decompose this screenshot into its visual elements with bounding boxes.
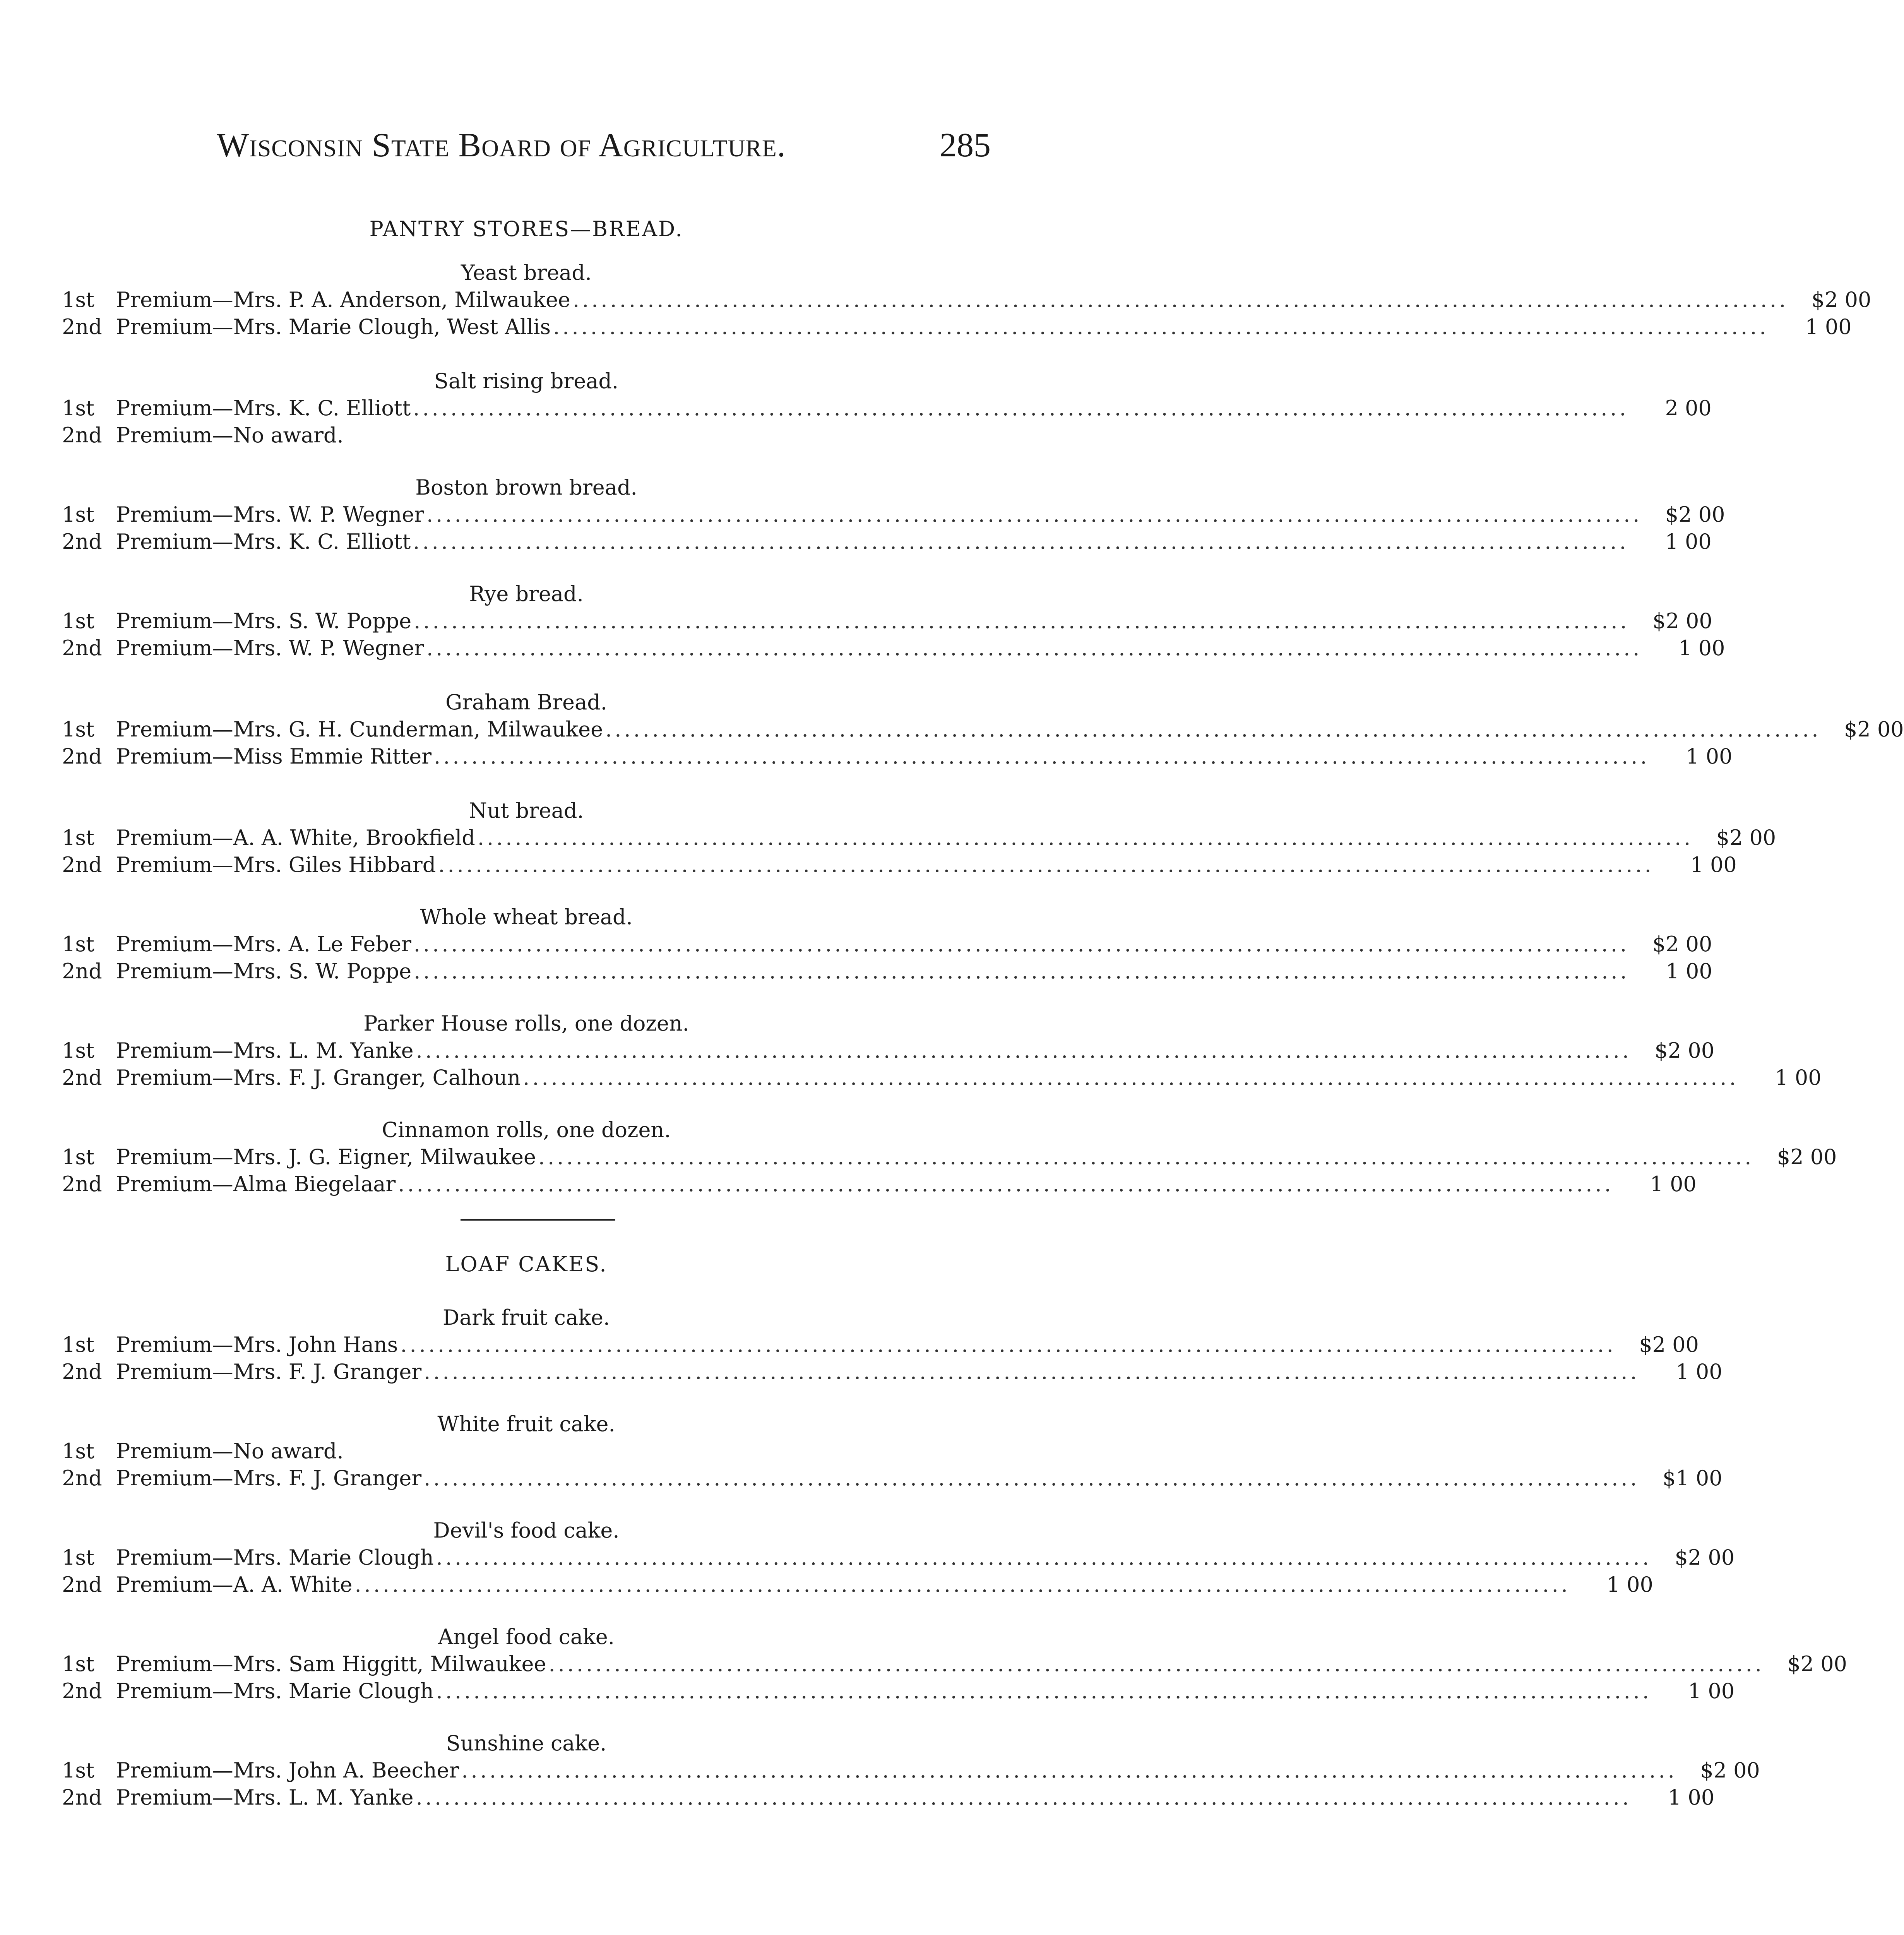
winner-name: Premium—A. A. White, Brookfield: [116, 825, 475, 850]
dot-leader: ..................................................................................................................................: [413, 396, 1629, 420]
winner-name: Premium—Mrs. L. M. Yanke: [116, 1038, 414, 1063]
winner-name: Premium—A. A. White: [116, 1572, 353, 1597]
dot-leader: ..................................................................................................................................: [424, 1466, 1640, 1490]
dot-leader: ..................................................................................................................................: [413, 932, 1630, 956]
place-label: 1st: [62, 609, 94, 633]
award-group-salt-rising-bread: [62, 368, 1712, 449]
winner-name: Premium—No award.: [116, 423, 344, 447]
award-row: [62, 313, 1852, 341]
place-label: 2nd: [62, 1172, 102, 1196]
place-label: 2nd: [62, 1065, 102, 1090]
dot-leader: ..................................................................................................................................: [436, 1679, 1652, 1703]
award-row: [62, 716, 1904, 743]
place-label: 1st: [62, 717, 94, 741]
prize-amount: 1 00: [1665, 529, 1712, 554]
dot-leader: ..................................................................................................................................: [548, 1652, 1764, 1676]
dot-leader: ..................................................................................................................................: [426, 502, 1642, 527]
winner-name: Premium—Mrs. P. A. Anderson, Milwaukee: [116, 288, 570, 312]
place-label: 2nd: [62, 423, 102, 447]
winner-name: Premium—Miss Emmie Ritter: [116, 744, 432, 769]
place-label: 2nd: [62, 1466, 102, 1490]
prize-amount: $2 00: [1777, 1145, 1837, 1169]
award-row: [62, 1144, 1837, 1171]
place-label: 2nd: [62, 744, 102, 769]
running-title: Wisconsin State Board of Agriculture.: [217, 127, 786, 164]
award-group-devils-food-cake: [62, 1517, 1735, 1598]
award-row: [62, 958, 1712, 985]
prize-amount: 1 00: [1690, 853, 1737, 877]
prize-amount: 1 00: [1688, 1679, 1735, 1703]
place-label: 1st: [62, 932, 94, 956]
award-row: [62, 1358, 1723, 1385]
place-label: 1st: [62, 1145, 94, 1169]
dot-leader: ..................................................................................................................................: [426, 636, 1642, 660]
award-row: [62, 824, 1776, 851]
category-subtitle: Whole wheat bread.: [420, 905, 633, 929]
winner-name: Premium—Mrs. John A. Beecher: [116, 1758, 459, 1783]
dot-leader: ..................................................................................................................................: [416, 1785, 1632, 1810]
prize-amount: 1 00: [1666, 959, 1712, 983]
dot-leader: ..................................................................................................................................: [414, 609, 1630, 633]
prize-amount: 1 00: [1686, 744, 1733, 769]
place-label: 2nd: [62, 529, 102, 554]
dot-leader: ..................................................................................................................................: [416, 1038, 1632, 1063]
award-row: [62, 286, 1871, 313]
prize-amount: $2 00: [1652, 609, 1712, 633]
award-group-cinnamon-rolls: [62, 1116, 1837, 1198]
award-row: [62, 1757, 1760, 1784]
winner-name: Premium—Mrs. John Hans: [116, 1332, 398, 1357]
winner-name: Premium—Mrs. Sam Higgitt, Milwaukee: [116, 1652, 546, 1676]
category-subtitle: White fruit cake.: [437, 1412, 615, 1436]
place-label: 1st: [62, 396, 94, 420]
place-label: 2nd: [62, 1360, 102, 1384]
dot-leader: ..................................................................................................................................: [354, 1572, 1570, 1597]
award-row: [62, 395, 1712, 422]
winner-name: Premium—Mrs. F. J. Granger: [116, 1360, 422, 1384]
dot-leader: ..................................................................................................................................: [434, 744, 1650, 769]
dot-leader: ..................................................................................................................................: [538, 1145, 1754, 1169]
place-label: 1st: [62, 1545, 94, 1570]
dot-leader: ..................................................................................................................................: [523, 1065, 1739, 1090]
prize-amount: $2 00: [1811, 288, 1871, 312]
dot-leader: ..................................................................................................................................: [553, 315, 1769, 339]
winner-name: Premium—Mrs. Marie Clough, West Allis: [116, 315, 551, 339]
place-label: 1st: [62, 1652, 94, 1676]
prize-amount: $2 00: [1654, 1038, 1715, 1063]
category-subtitle: Angel food cake.: [438, 1625, 615, 1649]
winner-name: Premium—Mrs. W. P. Wegner: [116, 636, 424, 660]
award-row: [62, 1784, 1715, 1811]
winner-name: Premium—Mrs. S. W. Poppe: [116, 609, 412, 633]
prize-amount: $2 00: [1844, 717, 1904, 741]
place-label: 1st: [62, 502, 94, 527]
award-row: [62, 1544, 1735, 1571]
award-row: [62, 528, 1712, 555]
award-group-white-fruit-cake: [62, 1411, 1723, 1492]
dot-leader: ..................................................................................................................................: [461, 1758, 1677, 1783]
award-row: [62, 1465, 1723, 1492]
winner-name: Premium—Mrs. L. M. Yanke: [116, 1785, 414, 1810]
place-label: 1st: [62, 1038, 94, 1063]
winner-name: Premium—Mrs. G. H. Cunderman, Milwaukee: [116, 717, 603, 741]
award-group-angel-food-cake: [62, 1623, 1847, 1705]
dot-leader: ..................................................................................................................................: [424, 1360, 1640, 1384]
prize-amount: $2 00: [1639, 1332, 1699, 1357]
category-subtitle: Rye bread.: [469, 582, 584, 606]
winner-name: Premium—Mrs. K. C. Elliott: [116, 529, 411, 554]
dot-leader: ..................................................................................................................................: [398, 1172, 1614, 1196]
section-title-pantry-bread: PANTRY STORES—BREAD.: [369, 217, 683, 241]
award-group-parker-house-rolls: [62, 1010, 1822, 1091]
prize-amount: $2 00: [1700, 1758, 1760, 1783]
award-row: [62, 608, 1712, 635]
prize-amount: 1 00: [1650, 1172, 1697, 1196]
award-row: [62, 851, 1737, 878]
award-row: [62, 635, 1725, 662]
prize-amount: $1 00: [1663, 1466, 1723, 1490]
place-label: 1st: [62, 1439, 94, 1463]
award-row: [62, 931, 1712, 958]
dot-leader: ..................................................................................................................................: [572, 288, 1789, 312]
dot-leader: ..................................................................................................................................: [605, 717, 1821, 741]
place-label: 2nd: [62, 1679, 102, 1703]
award-row: [62, 743, 1733, 770]
winner-name: Premium—Mrs. S. W. Poppe: [116, 959, 412, 983]
section-divider: [461, 1219, 615, 1221]
prize-amount: $2 00: [1716, 825, 1776, 850]
page-number: 285: [940, 127, 991, 164]
prize-amount: $2 00: [1787, 1652, 1847, 1676]
award-row: [62, 1331, 1699, 1358]
winner-name: Premium—Mrs. W. P. Wegner: [116, 502, 424, 527]
prize-amount: 1 00: [1668, 1785, 1715, 1810]
award-row: [62, 1651, 1847, 1678]
winner-name: Premium—No award.: [116, 1439, 344, 1463]
place-label: 2nd: [62, 1785, 102, 1810]
dot-leader: ..................................................................................................................................: [414, 959, 1630, 983]
award-group-graham-bread: [62, 689, 1904, 770]
prize-amount: $2 00: [1675, 1545, 1735, 1570]
award-group-boston-brown-bread: [62, 474, 1725, 555]
award-row: [62, 1064, 1822, 1091]
category-subtitle: Nut bread.: [469, 798, 584, 823]
winner-name: Premium—Mrs. F. J. Granger, Calhoun: [116, 1065, 521, 1090]
category-subtitle: Cinnamon rolls, one dozen.: [382, 1118, 671, 1142]
section-title-loaf-cakes: LOAF CAKES.: [445, 1252, 608, 1276]
dot-leader: ..................................................................................................................................: [436, 1545, 1652, 1570]
category-subtitle: Sunshine cake.: [446, 1731, 607, 1755]
page-header: [62, 126, 991, 168]
category-subtitle: Salt rising bread.: [434, 369, 619, 393]
award-row: [62, 1571, 1653, 1598]
award-row: [62, 1037, 1715, 1064]
winner-name: Premium—Mrs. F. J. Granger: [116, 1466, 422, 1490]
award-row: [62, 501, 1725, 528]
place-label: 2nd: [62, 636, 102, 660]
place-label: 1st: [62, 1332, 94, 1357]
category-subtitle: Graham Bread.: [445, 690, 607, 714]
place-label: 1st: [62, 825, 94, 850]
place-label: 1st: [62, 288, 94, 312]
prize-amount: 1 00: [1775, 1065, 1822, 1090]
category-subtitle: Dark fruit cake.: [442, 1305, 610, 1330]
category-subtitle: Parker House rolls, one dozen.: [363, 1011, 689, 1036]
award-group-sunshine-cake: [62, 1730, 1760, 1811]
dot-leader: ..................................................................................................................................: [477, 825, 1693, 850]
winner-name: Premium—Mrs. Giles Hibbard: [116, 853, 436, 877]
winner-name: Premium—Mrs. Marie Clough: [116, 1545, 434, 1570]
award-group-rye-bread: [62, 580, 1725, 662]
place-label: 2nd: [62, 853, 102, 877]
award-row: [62, 422, 991, 449]
dot-leader: ..................................................................................................................................: [413, 529, 1629, 554]
place-label: 1st: [62, 1758, 94, 1783]
winner-name: Premium—Mrs. A. Le Feber: [116, 932, 411, 956]
award-row: [62, 1438, 991, 1465]
category-subtitle: Yeast bread.: [461, 260, 592, 285]
category-subtitle: Devil's food cake.: [433, 1518, 620, 1543]
prize-amount: 1 00: [1678, 636, 1725, 660]
winner-name: Premium—Mrs. K. C. Elliott: [116, 396, 411, 420]
prize-amount: $2 00: [1652, 932, 1712, 956]
prize-amount: 1 00: [1676, 1360, 1723, 1384]
award-group-whole-wheat-bread: [62, 904, 1712, 985]
place-label: 2nd: [62, 1572, 102, 1597]
prize-amount: $2 00: [1665, 502, 1725, 527]
award-group-yeast-bread: [62, 259, 1871, 341]
dot-leader: ..................................................................................................................................: [438, 853, 1654, 877]
category-subtitle: Boston brown bread.: [415, 475, 637, 500]
prize-amount: 1 00: [1606, 1572, 1653, 1597]
award-group-dark-fruit-cake: [62, 1304, 1723, 1385]
place-label: 2nd: [62, 959, 102, 983]
award-group-nut-bread: [62, 797, 1776, 878]
winner-name: Premium—Mrs. Marie Clough: [116, 1679, 434, 1703]
winner-name: Premium—Alma Biegelaar: [116, 1172, 396, 1196]
place-label: 2nd: [62, 315, 102, 339]
dot-leader: ..................................................................................................................................: [400, 1332, 1616, 1357]
document-page: [62, 0, 1904, 1935]
winner-name: Premium—Mrs. J. G. Eigner, Milwaukee: [116, 1145, 536, 1169]
prize-amount: 2 00: [1665, 396, 1712, 420]
award-row: [62, 1171, 1697, 1198]
award-row: [62, 1678, 1735, 1705]
prize-amount: 1 00: [1805, 315, 1852, 339]
